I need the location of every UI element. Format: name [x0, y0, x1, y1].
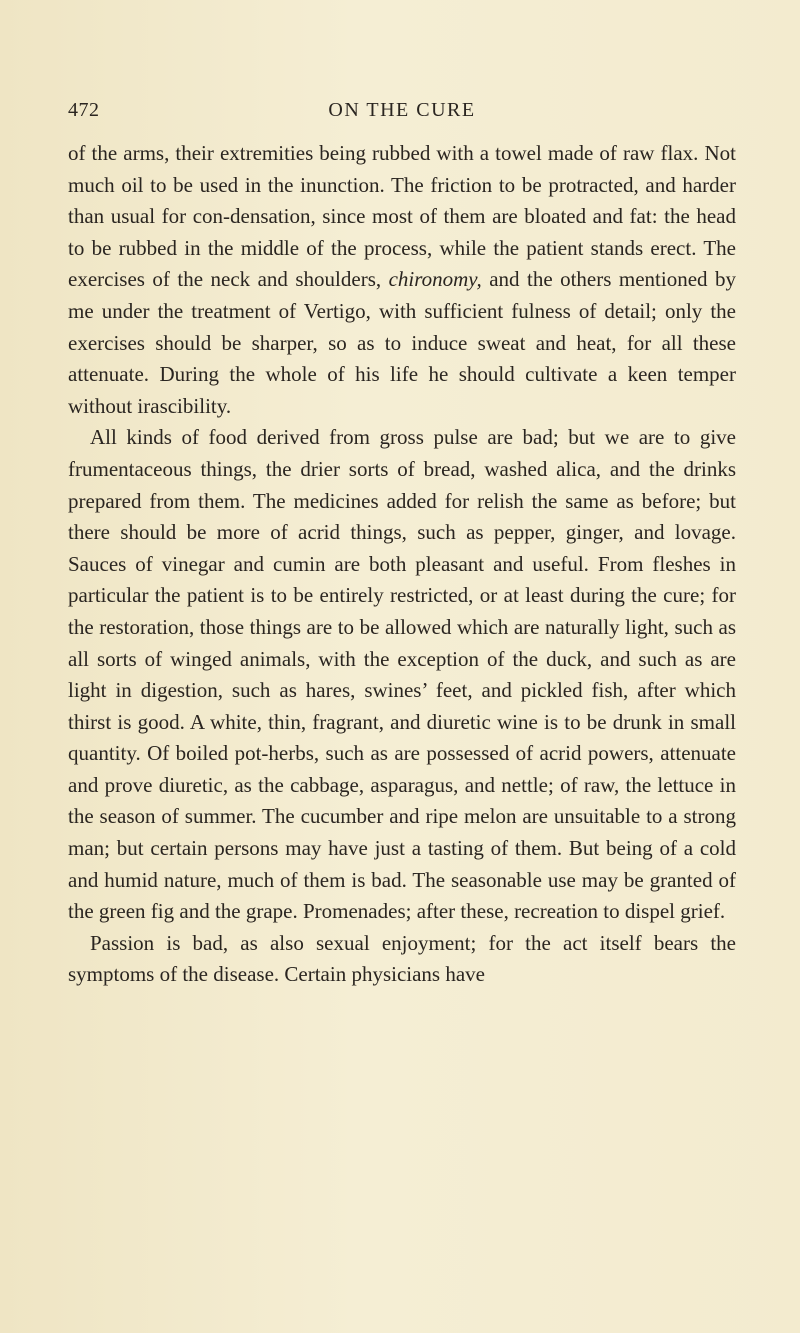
running-title: ON THE CURE: [328, 99, 476, 121]
page-number: 472: [68, 99, 100, 121]
paragraph-2: All kinds of food derived from gross pulse are bad; but we are to give frumentaceous things, the drier sorts of bread, washed alica, and the drinks prepared from them. The medicines added for relish the same as before; but there should be more of acrid things, such as pepper, ginger, and lovage. Sauces of vinegar and cumin are both pleasant and useful. From fleshes in particular the patient is to be entirely restricted, or at least during the cure; for the restoration, those things are to be allowed which are naturally light, such as all sorts of winged animals, with the exception of the duck, and such as are light in digestion, such as hares, swines’ feet, and pickled fish, after which thirst is good. A white, thin, fragrant, and diuretic wine is to be drunk in small quantity. Of boiled pot-herbs, such as are possessed of acrid powers, attenuate and prove diuretic, as the cabbage, asparagus, and nettle; of raw, the lettuce in the season of summer. The cucumber and ripe melon are unsuitable to a strong man; but certain persons may have just a tasting of them. But being of a cold and humid nature, much of them is bad. The seasonable use may be granted of the green fig and the grape. Promenades; after these, recreation to dispel grief.: [68, 425, 736, 924]
paragraph-1: [68, 138, 736, 422]
italic-term-chironomy: chironomy,: [388, 267, 482, 292]
paragraph-1-text-before: of the arms, their extremities being rubbed with a towel made of raw flax. Not much oil to be used in the inunction. The friction to be protracted, and harder than usual for con-densation, since most of them are bloated and fat: the head to be rubbed in the middle of the process, while the patient stands erect. The exercises of the neck and shoulders,: [68, 141, 736, 292]
paragraph-3: Passion is bad, as also sexual enjoyment; for the act itself bears the symptoms of the disease. Certain physicians have: [68, 930, 736, 987]
body-text: [68, 138, 736, 991]
page-header: [68, 99, 736, 129]
paragraph-1-text-after: and the others mentioned by me under the treatment of Vertigo, with sufficient fulness of detail; only the exercises should be sharper, so as to induce sweat and heat, for all these attenuate. During the whole of his life he should cultivate a keen temper without irascibility.: [68, 267, 736, 418]
